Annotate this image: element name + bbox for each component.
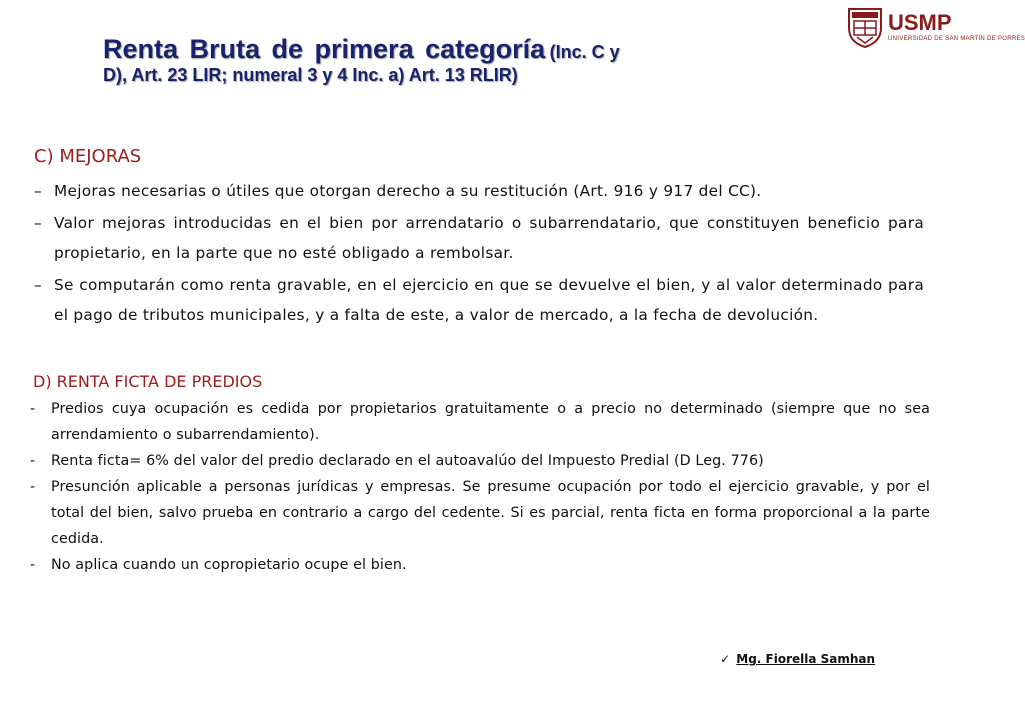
list-item-text: Valor mejoras introducidas en el bien por arrendatario o subarrendatario, que constituyen beneficio para propietario, en la parte que no esté obligado a rembolsar. bbox=[54, 214, 924, 262]
section-c-heading: C) MEJORAS bbox=[34, 146, 142, 167]
title-line2: D), Art. 23 LIR; numeral 3 y 4 Inc. a) Art. 13 RLIR) bbox=[103, 65, 518, 86]
list-item bbox=[30, 474, 930, 552]
list-item-text: Presunción aplicable a personas jurídicas y empresas. Se presume ocupación por todo el ejercicio gravable, y por el total del bien, salvo prueba en contrario a cargo del cedente. Si es parcial, renta ficta en forma proporcional a la parte cedida. bbox=[51, 479, 930, 547]
list-dash: – bbox=[34, 214, 42, 232]
list-dash: – bbox=[34, 276, 42, 294]
checkmark-icon: ✓ bbox=[720, 652, 731, 666]
slide-title bbox=[103, 34, 753, 86]
list-dash: - bbox=[30, 557, 36, 573]
title-main: Renta Bruta de primera categoría bbox=[103, 34, 546, 64]
title-suffix: (Inc. C y bbox=[549, 42, 620, 62]
list-item-text: No aplica cuando un copropietario ocupe el bien. bbox=[51, 557, 407, 573]
list-dash: - bbox=[30, 401, 36, 417]
list-item-text: Renta ficta= 6% del valor del predio declarado en el autoavalúo del Impuesto Predial (D Leg. 776) bbox=[51, 453, 764, 469]
usmp-logo bbox=[846, 6, 1025, 50]
shield-icon bbox=[846, 6, 884, 48]
list-dash: - bbox=[30, 453, 36, 469]
section-c-list bbox=[34, 176, 924, 332]
list-item-text: Predios cuya ocupación es cedida por propietarios gratuitamente o a precio no determinado (siempre que no sea arrendamiento o subarrendamiento). bbox=[51, 401, 930, 443]
list-dash: – bbox=[34, 182, 42, 200]
author-credit bbox=[720, 652, 875, 666]
logo-brand: USMP bbox=[888, 10, 952, 35]
section-d-list bbox=[30, 396, 930, 578]
list-item bbox=[30, 396, 930, 448]
list-dash: - bbox=[30, 479, 36, 495]
list-item bbox=[30, 448, 930, 474]
list-item bbox=[30, 552, 930, 578]
section-d-heading: D) RENTA FICTA DE PREDIOS bbox=[33, 372, 263, 391]
list-item bbox=[34, 176, 924, 206]
logo-subtitle: UNIVERSIDAD DE SAN MARTÍN DE PORRES bbox=[888, 36, 1025, 42]
list-item-text: Mejoras necesarias o útiles que otorgan derecho a su restitución (Art. 916 y 917 del CC). bbox=[54, 182, 762, 200]
list-item-text: Se computarán como renta gravable, en el ejercicio en que se devuelve el bien, y al valor determinado para el pago de tributos municipales, y a falta de este, a valor de mercado, a la fecha de devolución. bbox=[54, 276, 924, 324]
author-name: Mg. Fiorella Samhan bbox=[736, 652, 876, 666]
list-item bbox=[34, 270, 924, 330]
list-item bbox=[34, 208, 924, 268]
